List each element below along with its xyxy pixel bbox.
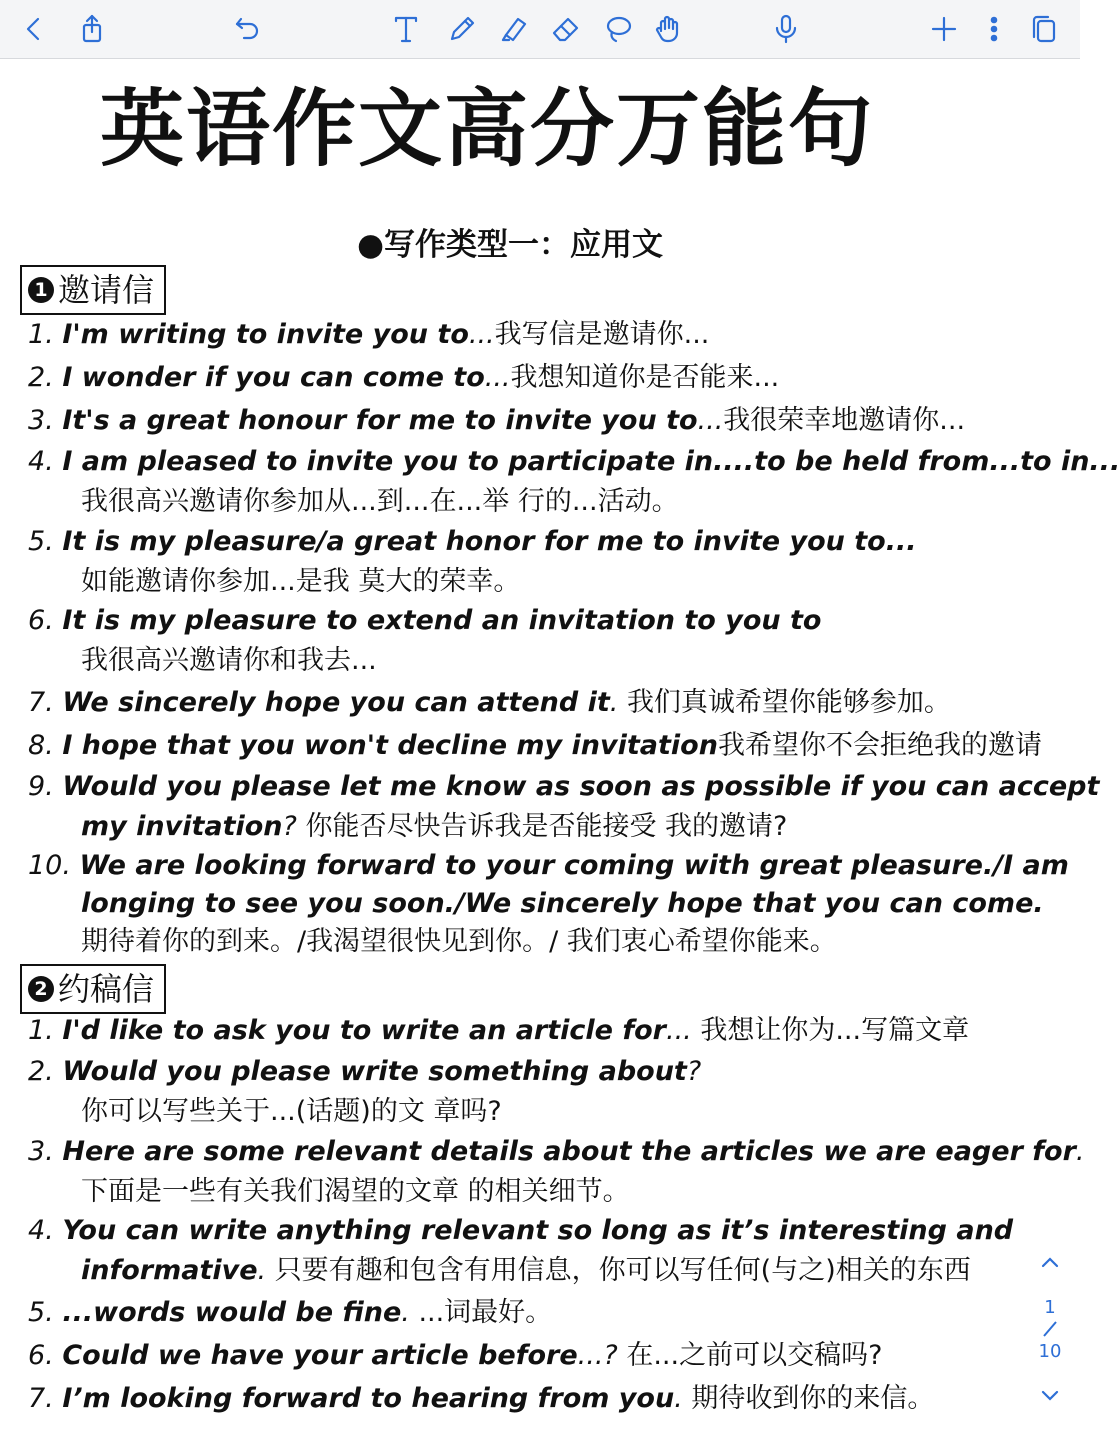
page-up-icon[interactable] (1030, 1252, 1070, 1278)
list-item: 6. It is my pleasure to extend an invitation to you to 我很高兴邀请你和我去... (28, 605, 822, 676)
list-item: 3. Here are some relevant details about the articles we are eager for. 下面是一些有关我们渴望的文章 的相关细节。 (28, 1136, 1085, 1207)
text-icon[interactable] (386, 9, 426, 49)
lasso-icon[interactable] (598, 9, 638, 49)
list-item: 1. I'd like to ask you to write an article for... 我想让你为...写篇文章 (28, 1015, 970, 1046)
list-item: 2. I wonder if you can come to...我想知道你是否能来... (28, 362, 780, 393)
list-item: 3. It's a great honour for me to invite you to...我很荣幸地邀请你... (28, 405, 966, 436)
chevron-left-icon[interactable] (14, 9, 54, 49)
more-icon[interactable] (974, 9, 1014, 49)
section-label: 约稿信 (58, 970, 155, 1008)
plus-icon[interactable] (924, 9, 964, 49)
list-item: 4. You can write anything relevant so long as it’s interesting and informative. 只要有趣和包含有用信息，你可以写任何(与之)相关的东西 (28, 1215, 1014, 1286)
eraser-icon[interactable] (546, 9, 586, 49)
page-title: 英语作文高分万能句 (100, 80, 875, 178)
pen-icon[interactable] (442, 9, 482, 49)
page-indicator[interactable] (1030, 1298, 1070, 1362)
list-item: 7. I’m looking forward to hearing from you. 期待收到你的来信。 (28, 1383, 935, 1414)
highlighter-icon[interactable] (494, 9, 534, 49)
total-pages: 10 (1038, 1341, 1062, 1362)
page-down-icon[interactable] (1030, 1384, 1070, 1410)
share-icon[interactable] (72, 9, 112, 49)
undo-icon[interactable] (228, 9, 268, 49)
section-number: 2 (28, 976, 54, 1002)
toolbar (0, 0, 1080, 59)
section-label: 邀请信 (58, 271, 155, 309)
pages-icon[interactable] (1024, 9, 1064, 49)
section-heading-invitation (20, 265, 166, 315)
current-page: 1 (1044, 1297, 1056, 1318)
list-item: 7. We sincerely hope you can attend it. 我们真诚希望你能够参加。 (28, 687, 951, 718)
list-item: 5. It is my pleasure/a great honor for me to invite you to... 如能邀请你参加...是我 莫大的荣幸。 (28, 526, 917, 597)
section-number: 1 (28, 277, 54, 303)
document-page (0, 59, 1120, 1440)
section-heading-solicitation (20, 964, 166, 1014)
microphone-icon[interactable] (766, 9, 806, 49)
list-item: 5. ...words would be fine. ...词最好。 (28, 1297, 553, 1328)
page-separator-icon (1030, 1318, 1070, 1342)
list-item: 6. Could we have your article before...? 在...之前可以交稿吗? (28, 1340, 883, 1371)
section-type-heading: ●写作类型一：应用文 (356, 227, 664, 263)
list-item: 2. Would you please write something about? 你可以写些关于...(话题)的文 章吗? (28, 1056, 702, 1127)
list-item: 10. We are looking forward to your coming with great pleasure./I am longing to see you soon./We sincerely hope that you can come. 期待着你的到来。/我渴望很快见到你。/ 我们衷心希望你能来。 (28, 850, 1069, 957)
list-item: 9. Would you please let me know as soon as possible if you can accept my invitation? 你能否尽快告诉我是否能接受 我的邀请? (28, 771, 1100, 842)
list-item: 1. I'm writing to invite you to...我写信是邀请你... (28, 319, 710, 350)
list-item: 8. I hope that you won't decline my invitation我希望你不会拒绝我的邀请 (28, 730, 1042, 761)
hand-icon[interactable] (648, 9, 688, 49)
list-item: 4. I am pleased to invite you to participate in....to be held from...to in... 我很高兴邀请你参加从...到...在...举 行的...活动。 (28, 446, 1120, 517)
